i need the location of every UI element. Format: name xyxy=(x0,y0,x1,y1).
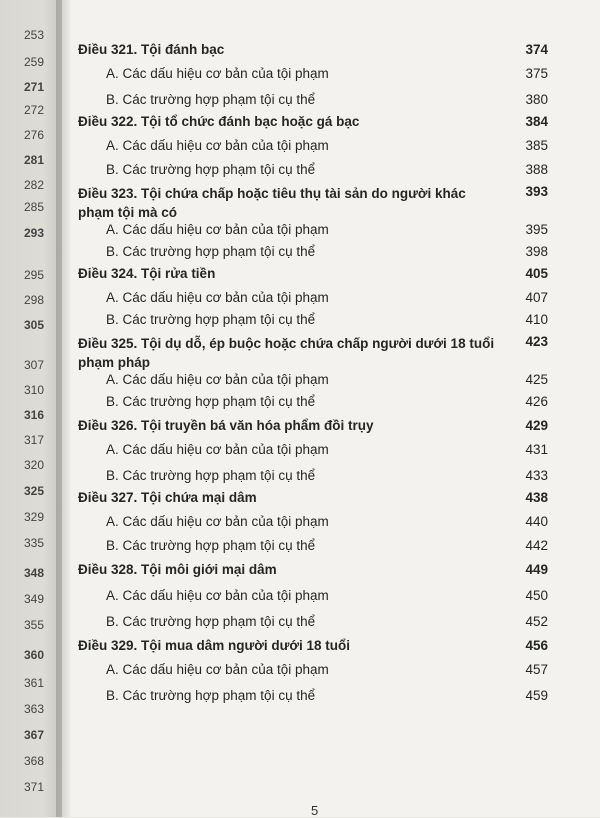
toc-entry-page: 452 xyxy=(525,614,548,629)
toc-entry-title: A. Các dấu hiệu cơ bản của tội phạm xyxy=(106,514,329,529)
toc-entry-page: 450 xyxy=(525,588,548,603)
margin-page-number: 295 xyxy=(23,268,45,282)
margin-page-number: 361 xyxy=(23,676,45,690)
toc-entry-page: 407 xyxy=(525,290,548,305)
margin-page-number: 298 xyxy=(23,293,45,307)
toc-entry-title: Điều 326. Tội truyền bá văn hóa phẩm đồi trụy xyxy=(78,418,374,433)
toc-entry-title: A. Các dấu hiệu cơ bản của tội phạm xyxy=(106,372,329,387)
toc-entry-page: 426 xyxy=(525,394,548,409)
toc-entry-page: 457 xyxy=(525,662,548,677)
margin-page-number: 316 xyxy=(23,408,45,422)
toc-entry-page: 384 xyxy=(525,114,548,129)
toc-entry-title: B. Các trường hợp phạm tội cụ thể xyxy=(106,312,316,327)
toc-entry-title: Điều 324. Tội rửa tiền xyxy=(78,266,216,281)
toc-entry-page: 395 xyxy=(525,222,548,237)
margin-page-number: 285 xyxy=(23,200,45,214)
toc-entry-title: Điều 329. Tội mua dâm người dưới 18 tuổi xyxy=(78,638,351,653)
margin-page-number: 272 xyxy=(23,103,45,117)
toc-entry-page: 374 xyxy=(525,42,548,57)
toc-entry-page: 393 xyxy=(525,184,548,199)
toc-entry-page: 429 xyxy=(525,418,548,433)
toc-entry-title: B. Các trường hợp phạm tội cụ thể xyxy=(106,394,316,409)
margin-page-number: 293 xyxy=(23,226,45,240)
underlying-page xyxy=(0,0,62,817)
toc-entry-page: 410 xyxy=(525,312,548,327)
book-spine-shadow xyxy=(56,0,70,817)
toc-entry-title: A. Các dấu hiệu cơ bản của tội phạm xyxy=(106,442,329,457)
toc-entry-title: Điều 325. Tội dụ dỗ, ép buộc hoặc chứa chấp người dưới 18 tuổi phạm pháp xyxy=(78,336,495,370)
margin-page-number: 363 xyxy=(23,702,45,716)
margin-page-number: 355 xyxy=(23,618,45,632)
toc-entry-page: 398 xyxy=(525,244,548,259)
margin-page-number: 349 xyxy=(23,592,45,606)
toc-entry-title: Điều 328. Tội môi giới mại dâm xyxy=(78,562,277,577)
toc-entry-title: B. Các trường hợp phạm tội cụ thể xyxy=(106,538,316,553)
toc-entry-title: B. Các trường hợp phạm tội cụ thể xyxy=(106,244,316,259)
toc-entry-page: 431 xyxy=(525,442,548,457)
toc-entry-title: A. Các dấu hiệu cơ bản của tội phạm xyxy=(106,138,329,153)
toc-entry-page: 405 xyxy=(525,266,548,281)
toc-entry-title: A. Các dấu hiệu cơ bản của tội phạm xyxy=(106,290,329,305)
margin-page-number: 281 xyxy=(23,153,45,167)
margin-page-number: 367 xyxy=(23,728,45,742)
toc-entry-page: 442 xyxy=(525,538,548,553)
toc-entry-page: 440 xyxy=(525,514,548,529)
margin-page-number: 325 xyxy=(23,484,45,498)
toc-entry-title: B. Các trường hợp phạm tội cụ thể xyxy=(106,468,316,483)
margin-page-number: 368 xyxy=(23,754,45,768)
toc-entry-title: Điều 322. Tội tổ chức đánh bạc hoặc gá bạc xyxy=(78,114,360,129)
margin-page-number: 360 xyxy=(23,648,45,662)
toc-entry-page: 380 xyxy=(525,92,548,107)
toc-entry-title: A. Các dấu hiệu cơ bản của tội phạm xyxy=(106,588,329,603)
toc-entry-title: B. Các trường hợp phạm tội cụ thể xyxy=(106,688,316,703)
margin-page-number: 307 xyxy=(23,358,45,372)
margin-page-number: 271 xyxy=(23,80,45,94)
toc-entry-page: 456 xyxy=(525,638,548,653)
margin-page-number: 335 xyxy=(23,536,45,550)
toc-entry-title: B. Các trường hợp phạm tội cụ thể xyxy=(106,92,316,107)
margin-page-number: 310 xyxy=(23,383,45,397)
toc-entry-title: Điều 327. Tội chứa mại dâm xyxy=(78,490,257,505)
margin-page-number: 320 xyxy=(23,458,45,472)
margin-page-number: 276 xyxy=(23,128,45,142)
toc-entry-page: 459 xyxy=(525,688,548,703)
toc-entry-title: Điều 321. Tội đánh bạc xyxy=(78,42,225,57)
margin-page-number: 317 xyxy=(23,433,45,447)
margin-page-number: 253 xyxy=(23,28,45,42)
toc-entry-page: 375 xyxy=(525,66,548,81)
margin-page-number: 282 xyxy=(23,178,45,192)
toc-entry-page: 385 xyxy=(525,138,548,153)
margin-page-number: 259 xyxy=(23,55,45,69)
margin-page-number: 305 xyxy=(23,318,45,332)
toc-entry-title: A. Các dấu hiệu cơ bản của tội phạm xyxy=(106,222,329,237)
toc-entry-title: A. Các dấu hiệu cơ bản của tội phạm xyxy=(106,66,329,81)
toc-entry-page: 425 xyxy=(525,372,548,387)
toc-entry-page: 433 xyxy=(525,468,548,483)
toc-entry-title: B. Các trường hợp phạm tội cụ thể xyxy=(106,614,316,629)
toc-entry-page: 423 xyxy=(525,334,548,349)
toc-entry-page: 388 xyxy=(525,162,548,177)
toc-entry-page: 449 xyxy=(525,562,548,577)
toc-entry-title: B. Các trường hợp phạm tội cụ thể xyxy=(106,162,316,177)
toc-entry-title: Điều 323. Tội chứa chấp hoặc tiêu thụ tài sản do người khác phạm tội mà có xyxy=(78,186,466,220)
toc-entry-page: 438 xyxy=(525,490,548,505)
margin-page-number: 348 xyxy=(23,566,45,580)
margin-page-number: 371 xyxy=(23,780,45,794)
margin-page-number: 329 xyxy=(23,510,45,524)
page-number: 5 xyxy=(311,803,319,818)
toc-entry-title: A. Các dấu hiệu cơ bản của tội phạm xyxy=(106,662,329,677)
